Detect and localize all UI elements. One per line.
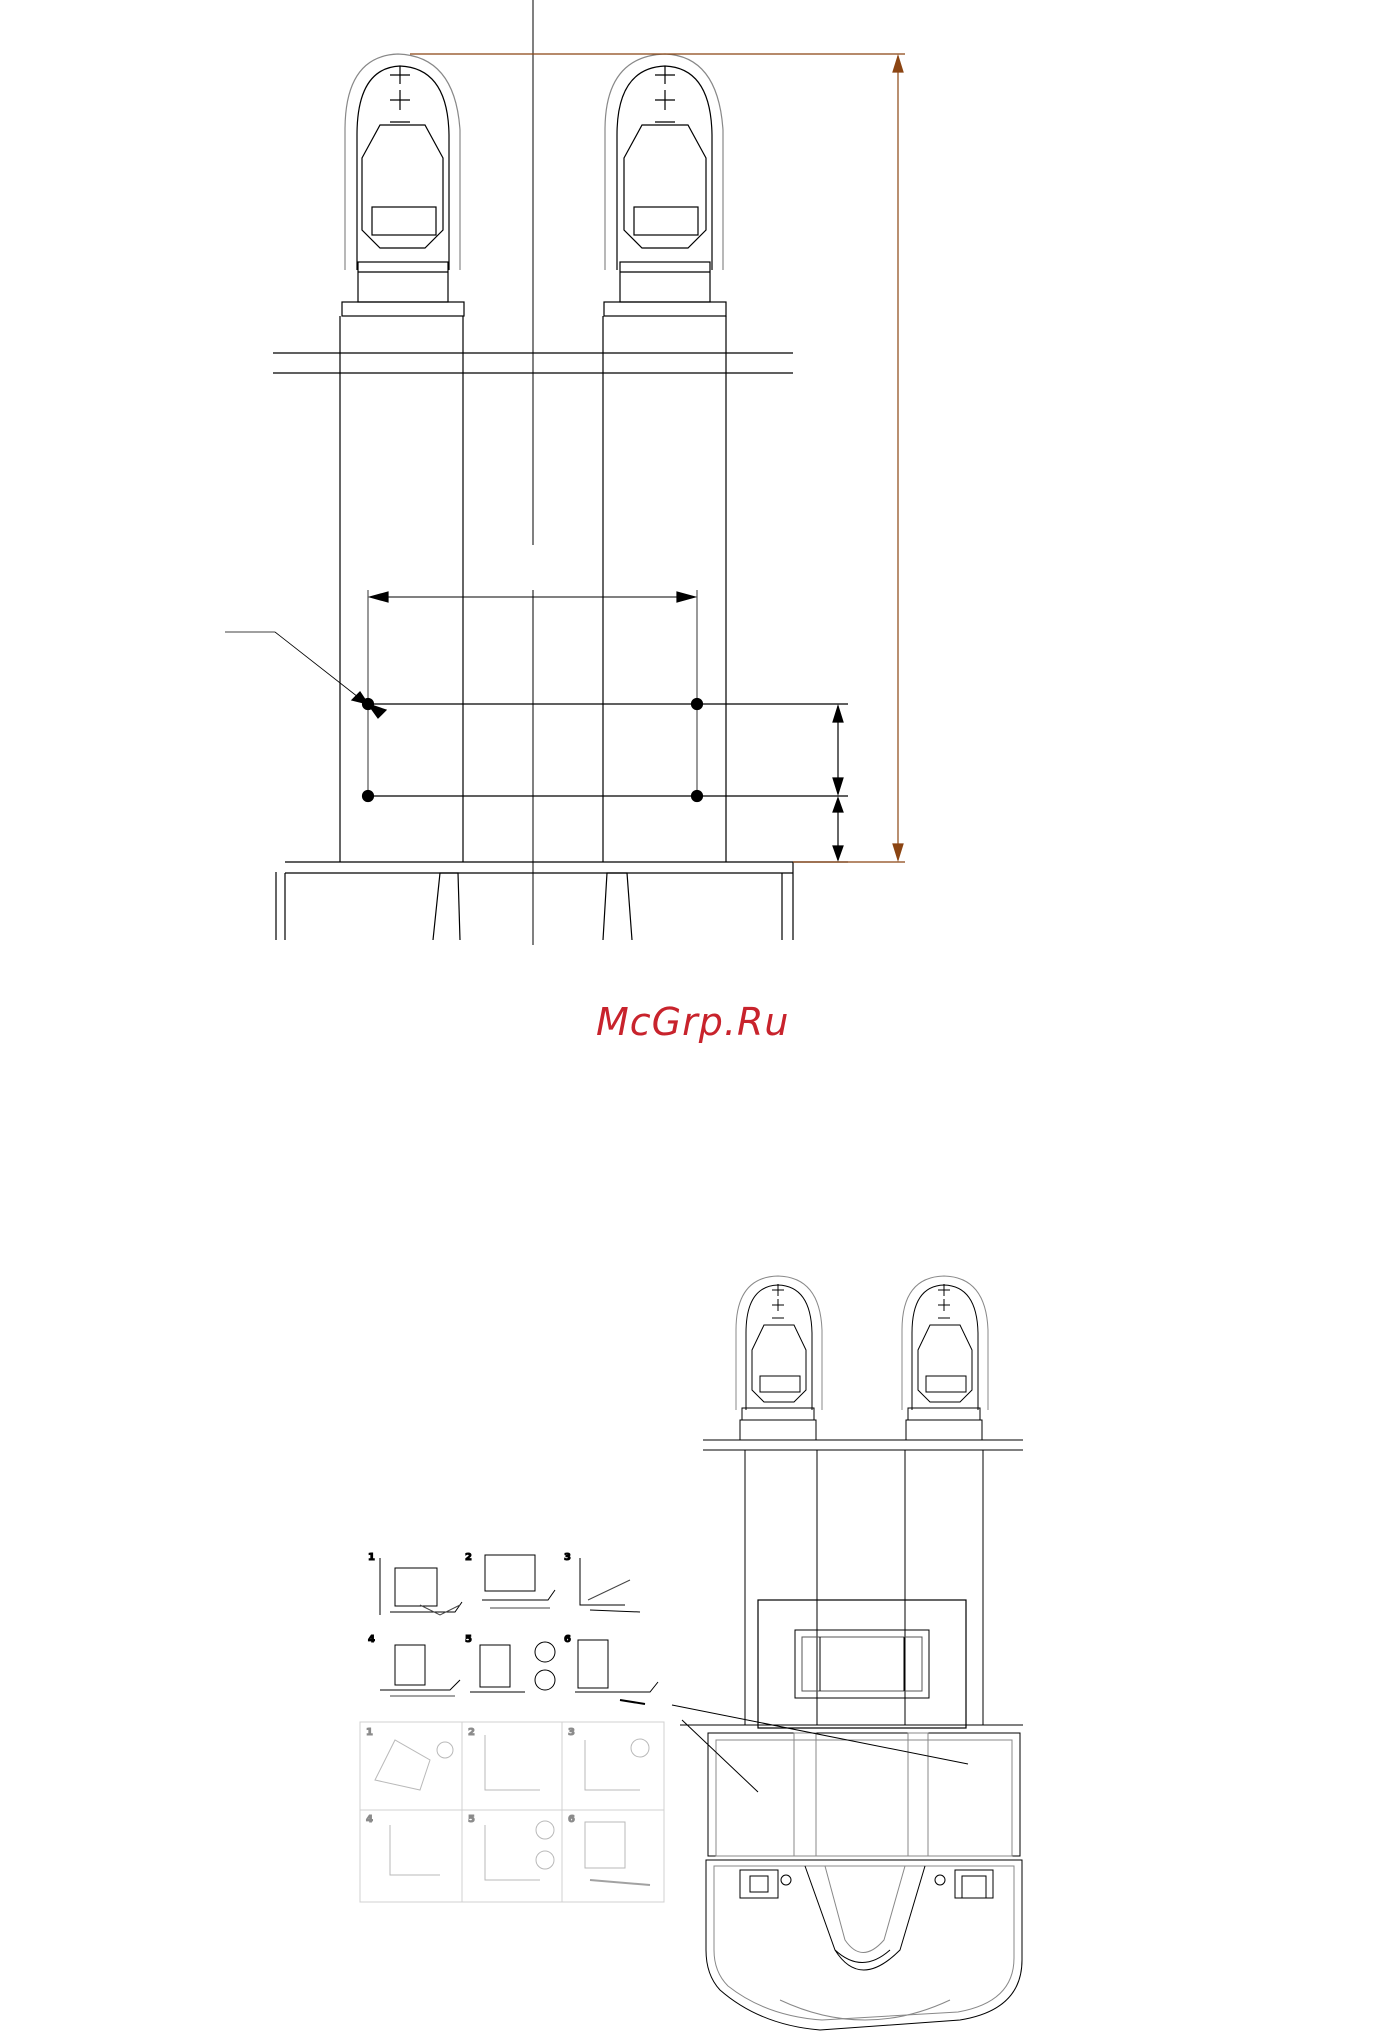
step-label: 6 <box>568 1814 575 1825</box>
step-label: 3 <box>564 1552 571 1563</box>
step-2-illustration <box>482 1555 555 1608</box>
overall-length-dimension <box>410 54 905 862</box>
step-5-illustration <box>470 1642 555 1692</box>
watermark-text: McGrp.Ru <box>596 1000 790 1044</box>
step-6-illustration <box>575 1640 658 1704</box>
top-fork-drawing <box>225 0 905 945</box>
step-label: 3 <box>568 1727 575 1738</box>
step-label: 5 <box>468 1814 475 1825</box>
left-load-wheel-small <box>736 1276 822 1440</box>
label-position-dimensions <box>225 590 848 862</box>
step-label: 2 <box>465 1552 472 1563</box>
bottom-truck-drawing <box>672 1276 1023 2030</box>
step-label: 2 <box>468 1727 475 1738</box>
tiller-and-drive-unit <box>706 1860 1022 2030</box>
step-label: 4 <box>366 1814 373 1825</box>
instruction-label <box>360 1552 664 1902</box>
right-load-wheel <box>604 54 726 316</box>
step-label: 4 <box>368 1634 375 1645</box>
step-label: 6 <box>564 1634 571 1645</box>
step-1-illustration <box>380 1558 462 1615</box>
right-load-wheel-small <box>902 1276 988 1440</box>
instruction-panel-top <box>368 1552 658 1704</box>
step-3-illustration <box>580 1558 640 1612</box>
instruction-panel-bottom <box>360 1722 664 1902</box>
step-label: 1 <box>366 1727 373 1738</box>
left-load-wheel <box>342 54 464 316</box>
step-label: 5 <box>465 1634 472 1645</box>
step-label: 1 <box>368 1552 375 1563</box>
battery-compartment <box>758 1600 966 1728</box>
step-4-illustration <box>380 1645 460 1696</box>
